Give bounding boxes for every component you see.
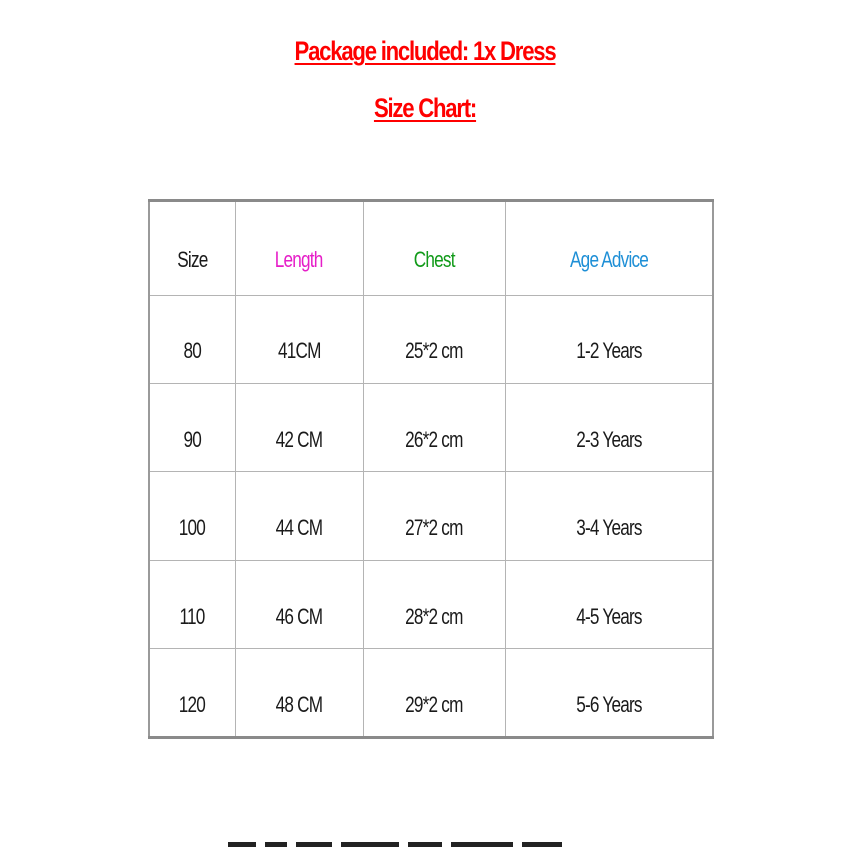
cell-size <box>149 649 235 738</box>
header-size: Size <box>177 247 208 273</box>
size-chart-table <box>148 199 714 739</box>
cropped-text-fragment <box>228 842 628 850</box>
cell-age <box>505 649 713 738</box>
header-cell-length <box>235 201 363 296</box>
header-cell-age <box>505 201 713 296</box>
cell-size <box>149 295 235 383</box>
table-row <box>149 649 713 738</box>
header-cell-chest <box>363 201 505 296</box>
cell-length <box>235 472 363 560</box>
age-value: 1-2 Years <box>576 338 642 364</box>
table-row <box>149 560 713 648</box>
header-chest: Chest <box>413 247 455 273</box>
cell-length <box>235 295 363 383</box>
age-value: 5-6 Years <box>576 691 642 717</box>
chest-value: 26*2 cm <box>405 426 463 452</box>
cell-length <box>235 384 363 472</box>
size-value: 90 <box>183 426 202 452</box>
length-value: 44 CM <box>275 515 323 541</box>
cell-length <box>235 560 363 648</box>
table-row <box>149 384 713 472</box>
length-value: 42 CM <box>275 426 323 452</box>
age-value: 2-3 Years <box>576 426 642 452</box>
size-value: 110 <box>179 603 205 629</box>
size-chart-title: Size Chart: <box>373 93 477 123</box>
cell-chest <box>363 472 505 560</box>
size-value: 100 <box>179 515 206 541</box>
table-header-row <box>149 201 713 296</box>
size-value: 80 <box>183 338 202 364</box>
cell-age <box>505 295 713 383</box>
header-age-advice: Age Advice <box>569 247 648 273</box>
cell-chest <box>363 295 505 383</box>
cell-chest <box>363 560 505 648</box>
cell-age <box>505 560 713 648</box>
cell-chest <box>363 384 505 472</box>
size-value: 120 <box>179 691 206 717</box>
cell-age <box>505 384 713 472</box>
length-value: 41CM <box>277 338 321 364</box>
header-cell-size <box>149 201 235 296</box>
age-value: 3-4 Years <box>576 515 642 541</box>
table-row <box>149 295 713 383</box>
cell-chest <box>363 649 505 738</box>
header-length: Length <box>275 247 323 273</box>
length-value: 46 CM <box>275 603 323 629</box>
length-value: 48 CM <box>275 691 323 717</box>
chest-value: 28*2 cm <box>405 603 463 629</box>
cell-length <box>235 649 363 738</box>
cell-size <box>149 472 235 560</box>
cell-age <box>505 472 713 560</box>
age-value: 4-5 Years <box>576 603 642 629</box>
cell-size <box>149 384 235 472</box>
cell-size <box>149 560 235 648</box>
table-row <box>149 472 713 560</box>
chest-value: 27*2 cm <box>405 515 463 541</box>
chest-value: 29*2 cm <box>405 691 463 717</box>
package-included-title: Package included: 1x Dress <box>294 36 556 66</box>
chest-value: 25*2 cm <box>405 338 463 364</box>
